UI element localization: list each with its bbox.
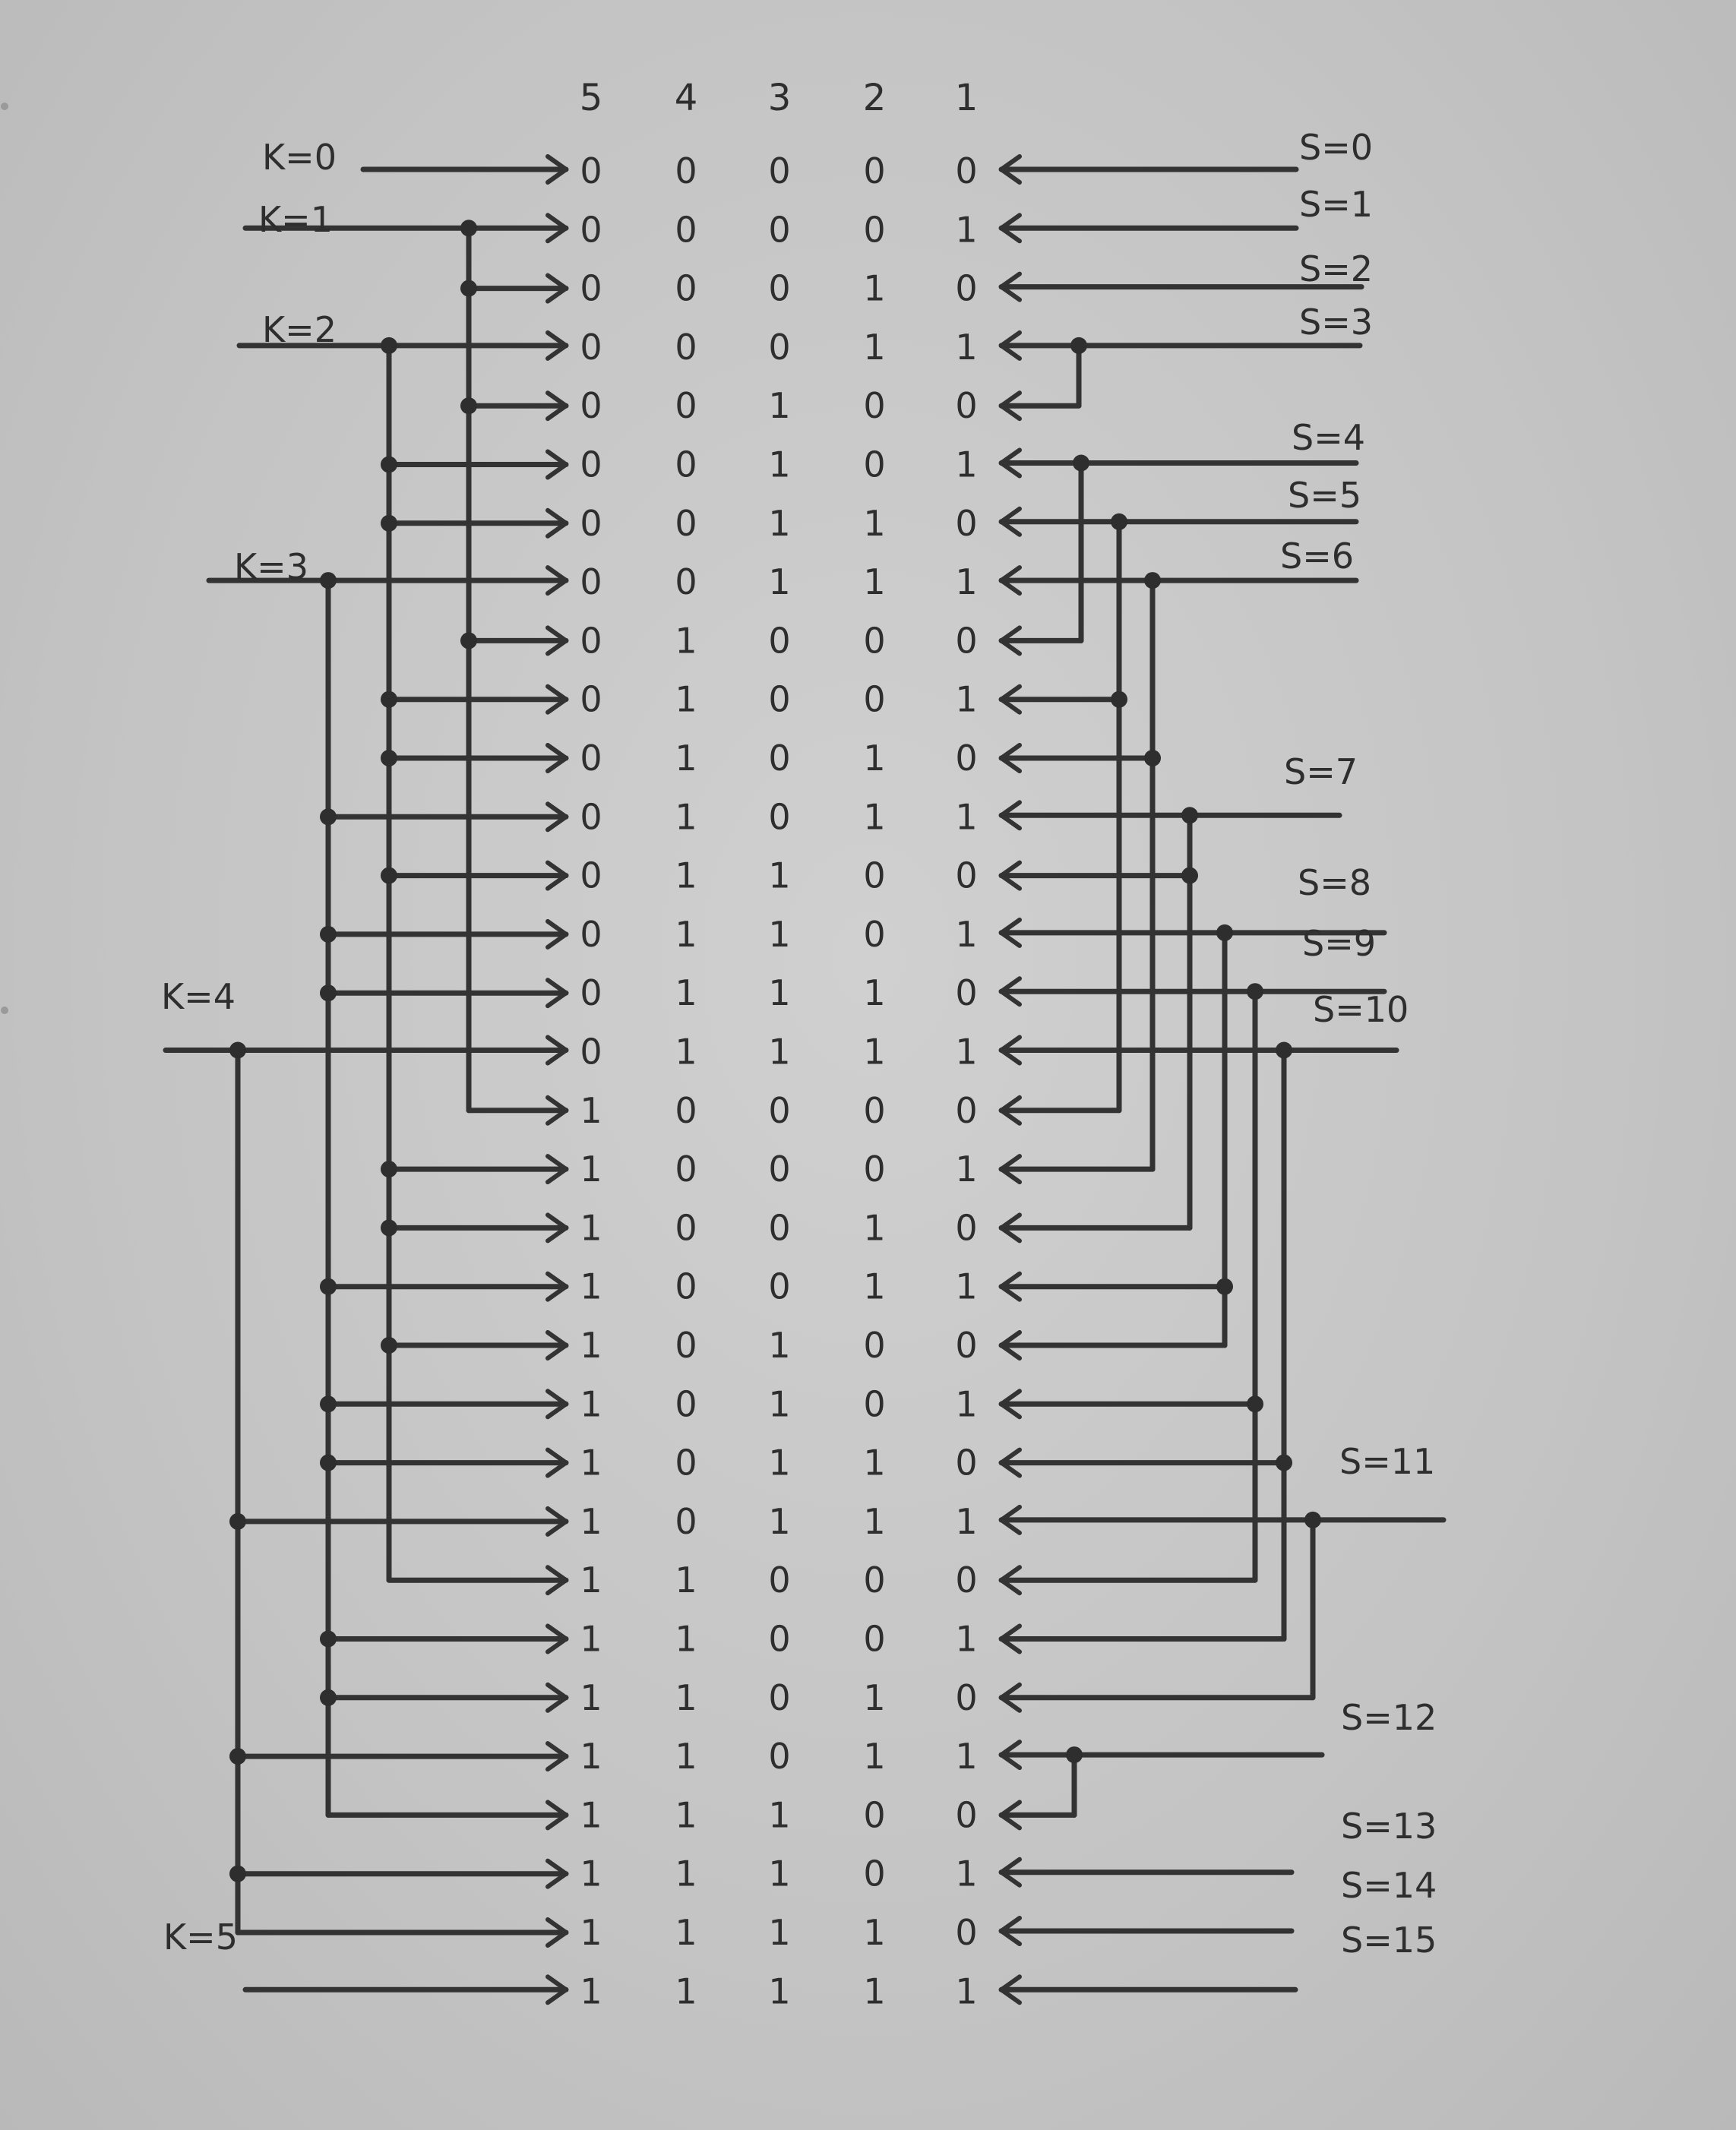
bit-cell: 0 bbox=[580, 913, 602, 955]
bit-cell: 0 bbox=[955, 1089, 978, 1131]
bit-cell: 1 bbox=[675, 972, 697, 1014]
bit-cell: 1 bbox=[580, 1207, 602, 1249]
bit-cell: 1 bbox=[863, 561, 886, 603]
bit-cell: 1 bbox=[863, 738, 886, 779]
s4-junction-dot bbox=[1073, 455, 1089, 472]
bit-cell: 1 bbox=[955, 1970, 978, 2012]
bit-cell: 0 bbox=[955, 1677, 978, 1718]
bit-cell: 1 bbox=[863, 1266, 886, 1307]
bit-cell: 0 bbox=[768, 267, 791, 309]
k-label-2: K=2 bbox=[262, 309, 337, 350]
bit-cell: 0 bbox=[768, 1149, 791, 1190]
bit-cell: 0 bbox=[675, 1149, 697, 1190]
bit-cell: 0 bbox=[675, 267, 697, 309]
bit-cell: 0 bbox=[863, 855, 886, 896]
bit-cell: 0 bbox=[580, 385, 602, 427]
s-label-11: S=11 bbox=[1339, 1441, 1436, 1482]
bit-cell: 0 bbox=[580, 855, 602, 896]
s8-junction-dot bbox=[1216, 924, 1233, 941]
bit-cell: 0 bbox=[863, 1560, 886, 1601]
bit-cell: 0 bbox=[580, 326, 602, 368]
bit-cell: 1 bbox=[675, 796, 697, 838]
bit-cell: 1 bbox=[675, 1794, 697, 1836]
s-label-9: S=9 bbox=[1302, 923, 1377, 964]
bit-cell: 1 bbox=[863, 267, 886, 309]
bit-cell: 1 bbox=[675, 1677, 697, 1718]
k3-junction-dot bbox=[320, 1631, 337, 1648]
bit-cell: 0 bbox=[863, 209, 886, 251]
bit-cell: 1 bbox=[863, 796, 886, 838]
bit-cell: 1 bbox=[955, 796, 978, 838]
s5-junction-dot bbox=[1111, 514, 1127, 530]
bit-cell: 1 bbox=[863, 1912, 886, 1953]
binder-hole bbox=[1, 103, 8, 110]
bit-cell: 0 bbox=[675, 326, 697, 368]
bit-cell: 0 bbox=[675, 1266, 697, 1307]
s6-junction-dot bbox=[1144, 572, 1161, 589]
bit-cell: 1 bbox=[580, 1794, 602, 1836]
bit-cell: 0 bbox=[955, 385, 978, 427]
k3-junction-dot bbox=[320, 1395, 337, 1412]
k4-junction-dot bbox=[229, 1866, 246, 1882]
bit-cell: 0 bbox=[955, 267, 978, 309]
k1-junction-dot bbox=[460, 397, 477, 414]
bit-cell: 0 bbox=[580, 209, 602, 251]
bit-cell: 1 bbox=[768, 855, 791, 896]
bit-cell: 0 bbox=[768, 1736, 791, 1778]
column-header-5: 5 bbox=[579, 77, 603, 119]
s-label-12: S=12 bbox=[1341, 1697, 1437, 1738]
s9-junction-dot bbox=[1247, 1395, 1263, 1412]
s-label-7: S=7 bbox=[1284, 751, 1358, 792]
k4-junction-dot bbox=[229, 1748, 246, 1765]
k3-junction-dot bbox=[320, 572, 337, 589]
bit-cell: 0 bbox=[863, 678, 886, 720]
bit-cell: 1 bbox=[768, 913, 791, 955]
bit-cell: 1 bbox=[675, 1031, 697, 1073]
bit-cell: 0 bbox=[863, 1618, 886, 1660]
bit-cell: 1 bbox=[863, 1970, 886, 2012]
bit-cell: 0 bbox=[768, 150, 791, 191]
bit-cell: 0 bbox=[955, 1442, 978, 1484]
bit-cell: 0 bbox=[580, 444, 602, 485]
k1-junction-dot bbox=[460, 220, 477, 236]
bit-cell: 0 bbox=[580, 267, 602, 309]
bit-cell: 0 bbox=[955, 972, 978, 1014]
k2-junction-dot bbox=[381, 515, 397, 532]
bit-cell: 1 bbox=[675, 1853, 697, 1895]
s-label-1: S=1 bbox=[1299, 184, 1374, 225]
bit-cell: 1 bbox=[955, 1383, 978, 1425]
bit-cell: 0 bbox=[675, 1207, 697, 1249]
binder-hole bbox=[1, 1007, 8, 1014]
bit-cell: 1 bbox=[863, 1207, 886, 1249]
k2-junction-dot bbox=[381, 750, 397, 766]
bit-cell: 0 bbox=[675, 1089, 697, 1131]
bit-cell: 0 bbox=[675, 385, 697, 427]
bit-cell: 0 bbox=[675, 1500, 697, 1542]
bit-cell: 1 bbox=[768, 1442, 791, 1484]
bit-cell: 1 bbox=[768, 1500, 791, 1542]
bit-cell: 0 bbox=[675, 209, 697, 251]
bit-cell: 1 bbox=[580, 1266, 602, 1307]
k2-junction-dot bbox=[381, 457, 397, 473]
bit-cell: 0 bbox=[675, 561, 697, 603]
s6-junction-dot bbox=[1144, 750, 1161, 766]
bit-cell: 1 bbox=[955, 913, 978, 955]
bit-cell: 0 bbox=[675, 150, 697, 191]
bit-cell: 0 bbox=[863, 385, 886, 427]
bit-cell: 1 bbox=[768, 1794, 791, 1836]
bit-cell: 0 bbox=[580, 502, 602, 544]
bit-cell: 1 bbox=[863, 1736, 886, 1778]
s-label-0: S=0 bbox=[1299, 127, 1374, 168]
k3-junction-dot bbox=[320, 926, 337, 943]
bit-cell: 1 bbox=[955, 326, 978, 368]
bit-cell: 1 bbox=[675, 620, 697, 662]
bit-cell: 0 bbox=[955, 502, 978, 544]
bit-cell: 1 bbox=[675, 1970, 697, 2012]
bit-cell: 0 bbox=[768, 1266, 791, 1307]
bit-cell: 0 bbox=[863, 1089, 886, 1131]
bit-cell: 0 bbox=[580, 796, 602, 838]
bit-cell: 0 bbox=[580, 150, 602, 191]
bit-cell: 1 bbox=[955, 444, 978, 485]
bit-cell: 1 bbox=[955, 1500, 978, 1542]
bit-cell: 1 bbox=[768, 1970, 791, 2012]
bit-cell: 1 bbox=[580, 1500, 602, 1542]
bit-cell: 0 bbox=[580, 561, 602, 603]
s-label-6: S=6 bbox=[1280, 536, 1355, 577]
bit-cell: 0 bbox=[955, 1325, 978, 1366]
s-label-2: S=2 bbox=[1299, 248, 1374, 289]
bit-cell: 1 bbox=[768, 1383, 791, 1425]
bit-cell: 1 bbox=[955, 678, 978, 720]
bit-cell: 1 bbox=[955, 1853, 978, 1895]
k2-junction-dot bbox=[381, 1219, 397, 1236]
s-label-5: S=5 bbox=[1288, 475, 1362, 516]
k3-junction-dot bbox=[320, 984, 337, 1001]
bit-cell: 0 bbox=[768, 738, 791, 779]
bit-cell: 0 bbox=[675, 502, 697, 544]
k4-junction-dot bbox=[229, 1042, 246, 1059]
bit-cell: 1 bbox=[580, 1736, 602, 1778]
bit-cell: 0 bbox=[768, 209, 791, 251]
bit-cell: 1 bbox=[863, 326, 886, 368]
s-label-10: S=10 bbox=[1313, 989, 1409, 1030]
k4-junction-dot bbox=[229, 1513, 246, 1530]
s-label-13: S=13 bbox=[1341, 1806, 1437, 1847]
bit-cell: 1 bbox=[863, 1677, 886, 1718]
bit-cell: 0 bbox=[768, 1089, 791, 1131]
bit-cell: 0 bbox=[955, 1207, 978, 1249]
k3-junction-dot bbox=[320, 808, 337, 825]
s7-junction-dot bbox=[1181, 807, 1198, 823]
bit-cell: 0 bbox=[580, 678, 602, 720]
bit-cell: 1 bbox=[768, 561, 791, 603]
bit-cell: 0 bbox=[580, 972, 602, 1014]
bit-cell: 1 bbox=[580, 1618, 602, 1660]
bit-cell: 0 bbox=[955, 1794, 978, 1836]
bit-cell: 0 bbox=[863, 1325, 886, 1366]
bit-cell: 1 bbox=[580, 1383, 602, 1425]
s-label-8: S=8 bbox=[1298, 862, 1372, 903]
bit-cell: 1 bbox=[955, 1266, 978, 1307]
s3-junction-dot bbox=[1070, 337, 1087, 354]
bit-cell: 1 bbox=[580, 1089, 602, 1131]
k3-junction-dot bbox=[320, 1689, 337, 1706]
bit-cell: 1 bbox=[675, 1736, 697, 1778]
bit-cell: 0 bbox=[863, 1794, 886, 1836]
s10-junction-dot bbox=[1276, 1455, 1292, 1471]
s5-junction-dot bbox=[1111, 691, 1127, 708]
bit-cell: 0 bbox=[955, 1912, 978, 1953]
bit-cell: 0 bbox=[863, 1853, 886, 1895]
k-label-0: K=0 bbox=[262, 137, 337, 178]
text-layer bbox=[161, 77, 1437, 2011]
bit-cell: 1 bbox=[675, 738, 697, 779]
bit-cell: 0 bbox=[768, 796, 791, 838]
bit-cell: 0 bbox=[955, 738, 978, 779]
s-label-15: S=15 bbox=[1341, 1920, 1437, 1961]
bit-cell: 1 bbox=[863, 1442, 886, 1484]
column-header-3: 3 bbox=[767, 77, 792, 119]
bit-cell: 1 bbox=[580, 1970, 602, 2012]
bit-cell: 1 bbox=[955, 209, 978, 251]
s12-junction-dot bbox=[1066, 1746, 1083, 1763]
bit-cell: 0 bbox=[768, 1560, 791, 1601]
bit-cell: 1 bbox=[675, 1560, 697, 1601]
k3-junction-dot bbox=[320, 1278, 337, 1295]
bit-cell: 0 bbox=[955, 620, 978, 662]
bit-cell: 0 bbox=[955, 150, 978, 191]
bit-cell: 0 bbox=[955, 1560, 978, 1601]
bit-cell: 1 bbox=[863, 1500, 886, 1542]
bit-cell: 0 bbox=[675, 1325, 697, 1366]
s11-junction-dot bbox=[1304, 1512, 1321, 1528]
s7-junction-dot bbox=[1181, 867, 1198, 884]
column-header-4: 4 bbox=[674, 77, 698, 119]
k3-junction-dot bbox=[320, 1455, 337, 1471]
bit-cell: 0 bbox=[768, 620, 791, 662]
bit-cell: 0 bbox=[580, 738, 602, 779]
bit-cell: 1 bbox=[768, 1325, 791, 1366]
bit-cell: 1 bbox=[580, 1442, 602, 1484]
bit-cell: 1 bbox=[955, 1736, 978, 1778]
s9-junction-dot bbox=[1247, 983, 1263, 1000]
bit-cell: 1 bbox=[580, 1853, 602, 1895]
bit-cell: 1 bbox=[675, 1912, 697, 1953]
bit-cell: 1 bbox=[580, 1149, 602, 1190]
bit-cell: 1 bbox=[675, 678, 697, 720]
k-label-5: K=5 bbox=[163, 1917, 238, 1958]
bit-cell: 0 bbox=[768, 1207, 791, 1249]
bit-cell: 1 bbox=[675, 913, 697, 955]
k-label-3: K=3 bbox=[234, 546, 308, 587]
bit-cell: 1 bbox=[675, 1618, 697, 1660]
s-label-3: S=3 bbox=[1299, 302, 1374, 343]
bit-cell: 1 bbox=[863, 972, 886, 1014]
bit-cell: 0 bbox=[955, 855, 978, 896]
bit-cell: 1 bbox=[863, 502, 886, 544]
column-header-2: 2 bbox=[862, 77, 887, 119]
bit-cell: 1 bbox=[955, 561, 978, 603]
bit-cell: 0 bbox=[768, 1677, 791, 1718]
k1-junction-dot bbox=[460, 632, 477, 649]
k-label-4: K=4 bbox=[161, 976, 236, 1017]
k2-junction-dot bbox=[381, 1337, 397, 1354]
bit-cell: 0 bbox=[768, 1618, 791, 1660]
bit-cell: 1 bbox=[955, 1031, 978, 1073]
bit-cell: 0 bbox=[675, 444, 697, 485]
bit-cell: 0 bbox=[675, 1442, 697, 1484]
bit-cell: 1 bbox=[580, 1677, 602, 1718]
bit-cell: 0 bbox=[768, 678, 791, 720]
bit-cell: 1 bbox=[580, 1325, 602, 1366]
bit-cell: 1 bbox=[768, 385, 791, 427]
k2-junction-dot bbox=[381, 867, 397, 884]
k1-junction-dot bbox=[460, 280, 477, 297]
s-label-14: S=14 bbox=[1341, 1865, 1437, 1906]
bit-cell: 0 bbox=[580, 1031, 602, 1073]
bit-cell: 1 bbox=[768, 1031, 791, 1073]
k2-junction-dot bbox=[381, 337, 397, 354]
k2-junction-dot bbox=[381, 1161, 397, 1177]
bit-cell: 1 bbox=[580, 1560, 602, 1601]
bit-cell: 1 bbox=[768, 1912, 791, 1953]
bit-cell: 0 bbox=[863, 444, 886, 485]
bit-cell: 1 bbox=[580, 1912, 602, 1953]
bit-cell: 0 bbox=[580, 620, 602, 662]
wires-layer bbox=[166, 156, 1444, 2002]
k2-junction-dot bbox=[381, 691, 397, 708]
bit-cell: 0 bbox=[863, 620, 886, 662]
k-label-1: K=1 bbox=[258, 199, 333, 240]
bit-cell: 0 bbox=[863, 1149, 886, 1190]
bit-cell: 1 bbox=[768, 972, 791, 1014]
s10-junction-dot bbox=[1276, 1042, 1292, 1059]
bit-cell: 1 bbox=[863, 1031, 886, 1073]
s8-junction-dot bbox=[1216, 1278, 1233, 1295]
bit-cell: 1 bbox=[675, 855, 697, 896]
bit-cell: 1 bbox=[955, 1618, 978, 1660]
s-label-4: S=4 bbox=[1292, 417, 1366, 458]
bit-cell: 0 bbox=[768, 326, 791, 368]
bit-cell: 0 bbox=[863, 913, 886, 955]
bit-cell: 0 bbox=[675, 1383, 697, 1425]
bit-cell: 0 bbox=[863, 150, 886, 191]
bit-cell: 1 bbox=[955, 1149, 978, 1190]
bit-cell: 1 bbox=[768, 1853, 791, 1895]
bit-cell: 1 bbox=[768, 444, 791, 485]
bit-cell: 0 bbox=[863, 1383, 886, 1425]
column-header-1: 1 bbox=[954, 77, 979, 119]
bit-cell: 1 bbox=[768, 502, 791, 544]
